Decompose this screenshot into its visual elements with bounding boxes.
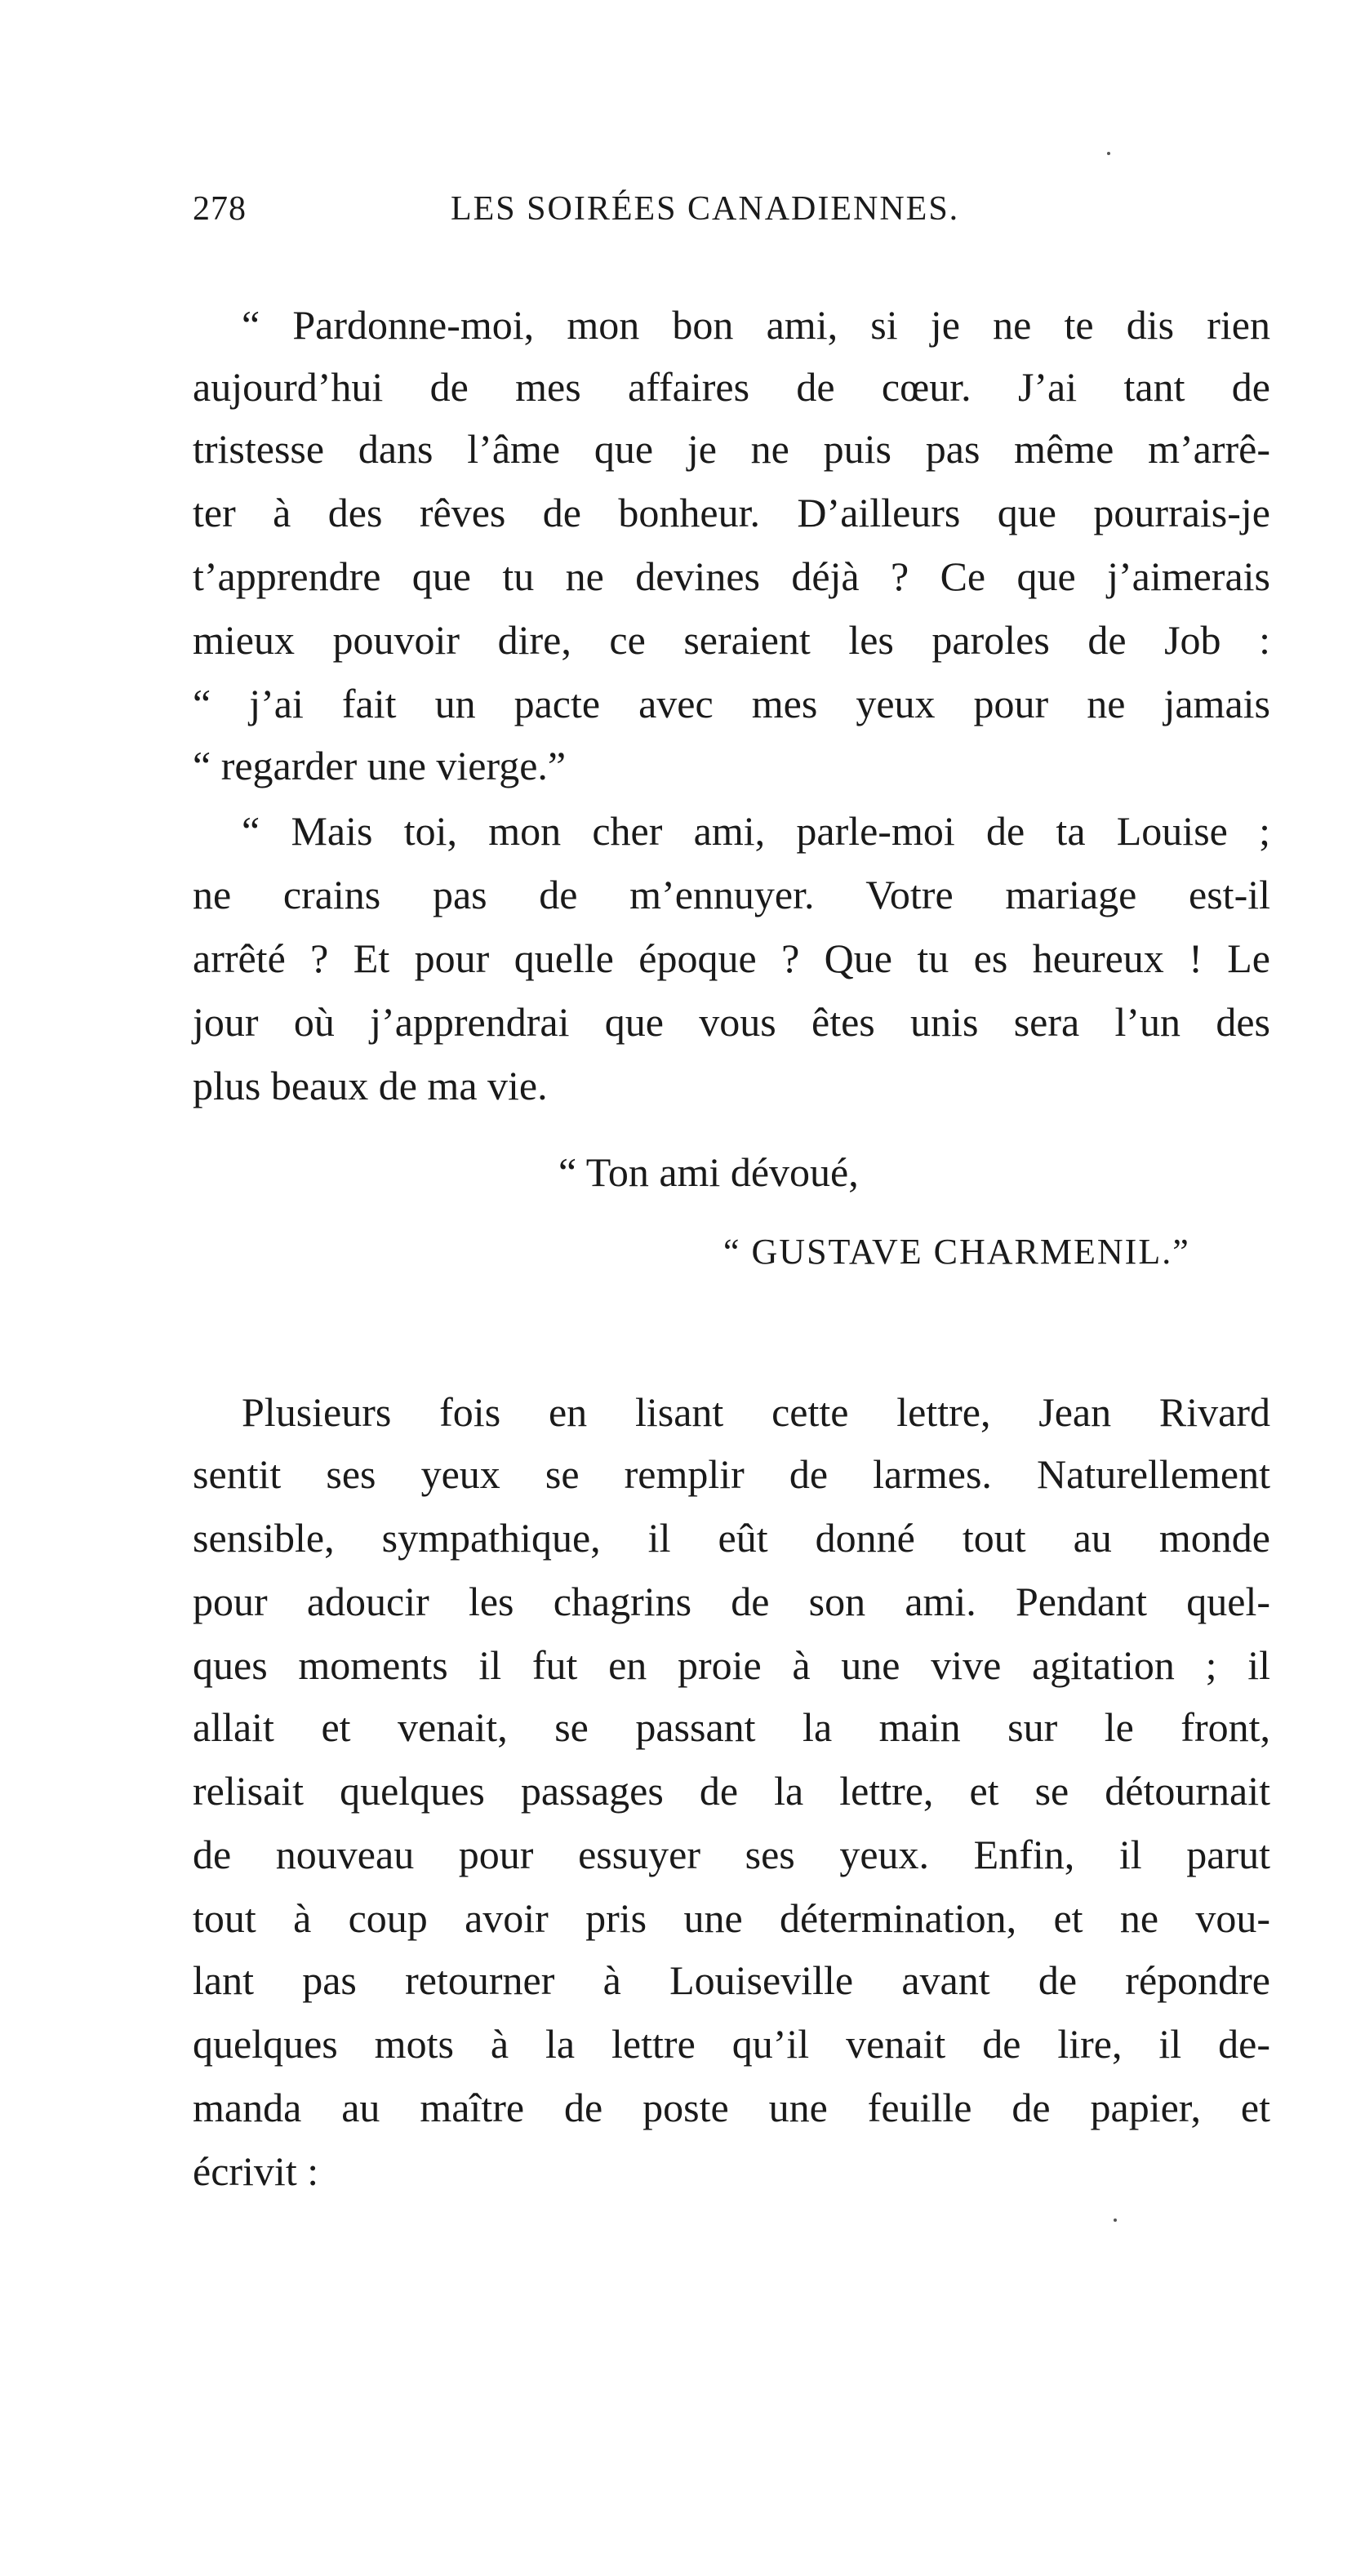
text-line: mieux pouvoir dire, ce seraient les paroles de Job : <box>193 617 1270 663</box>
text-line: “ Pardonne-moi, mon bon ami, si je ne te dis rien <box>242 302 1270 348</box>
text-line: t’apprendre que tu ne devines déjà ? Ce que j’aimerais <box>193 553 1270 599</box>
text-line: quelques mots à la lettre qu’il venait de lire, il de- <box>193 2021 1270 2067</box>
running-title: LES SOIRÉES CANADIENNES. <box>451 190 960 228</box>
text-line: pour adoucir les chagrins de son ami. Pendant quel- <box>193 1579 1270 1624</box>
text-line: “ regarder une vierge.” <box>193 743 567 788</box>
text-line: jour où j’apprendrai que vous êtes unis sera l’un des <box>193 999 1270 1045</box>
text-line: tristesse dans l’âme que je ne puis pas même m’arrê- <box>193 426 1270 472</box>
text-line: manda au maître de poste une feuille de papier, et <box>193 2085 1270 2130</box>
text-line: Plusieurs fois en lisant cette lettre, Jean Rivard <box>242 1389 1270 1435</box>
running-header <box>193 189 1270 238</box>
text-line: ter à des rêves de bonheur. D’ailleurs que pourrais-je <box>193 490 1270 535</box>
page-number: 278 <box>193 190 247 228</box>
text-line: allait et venait, se passant la main sur le front, <box>193 1704 1270 1750</box>
text-line: sentit ses yeux se remplir de larmes. Naturellement <box>193 1451 1270 1497</box>
text-line: ques moments il fut en proie à une vive agitation ; il <box>193 1642 1270 1688</box>
text-line: ne crains pas de m’ennuyer. Votre mariage est-il <box>193 872 1270 917</box>
text-line: sensible, sympathique, il eût donné tout au monde <box>193 1515 1270 1561</box>
text-line: lant pas retourner à Louiseville avant de répondre <box>193 1957 1270 2003</box>
text-line: tout à coup avoir pris une détermination, et ne vou- <box>193 1895 1270 1941</box>
text-line: “ Mais toi, mon cher ami, parle-moi de ta Louise ; <box>242 808 1270 854</box>
print-speck <box>1114 2218 1117 2222</box>
text-line: écrivit : <box>193 2148 319 2194</box>
text-line: “ j’ai fait un pacte avec mes yeux pour ne jamais <box>193 681 1270 726</box>
text-line: de nouveau pour essuyer ses yeux. Enfin, il parut <box>193 1832 1270 1877</box>
print-speck <box>1107 152 1110 155</box>
text-line: plus beaux de ma vie. <box>193 1063 548 1108</box>
text-line: aujourd’hui de mes affaires de cœur. J’ai tant de <box>193 364 1270 410</box>
letter-closing: “ Ton ami dévoué, <box>558 1149 859 1195</box>
letter-signature: “ GUSTAVE CHARMENIL.” <box>723 1232 1190 1272</box>
text-line: relisait quelques passages de la lettre, et se détournait <box>193 1768 1270 1814</box>
text-line: arrêté ? Et pour quelle époque ? Que tu es heureux ! Le <box>193 935 1270 981</box>
